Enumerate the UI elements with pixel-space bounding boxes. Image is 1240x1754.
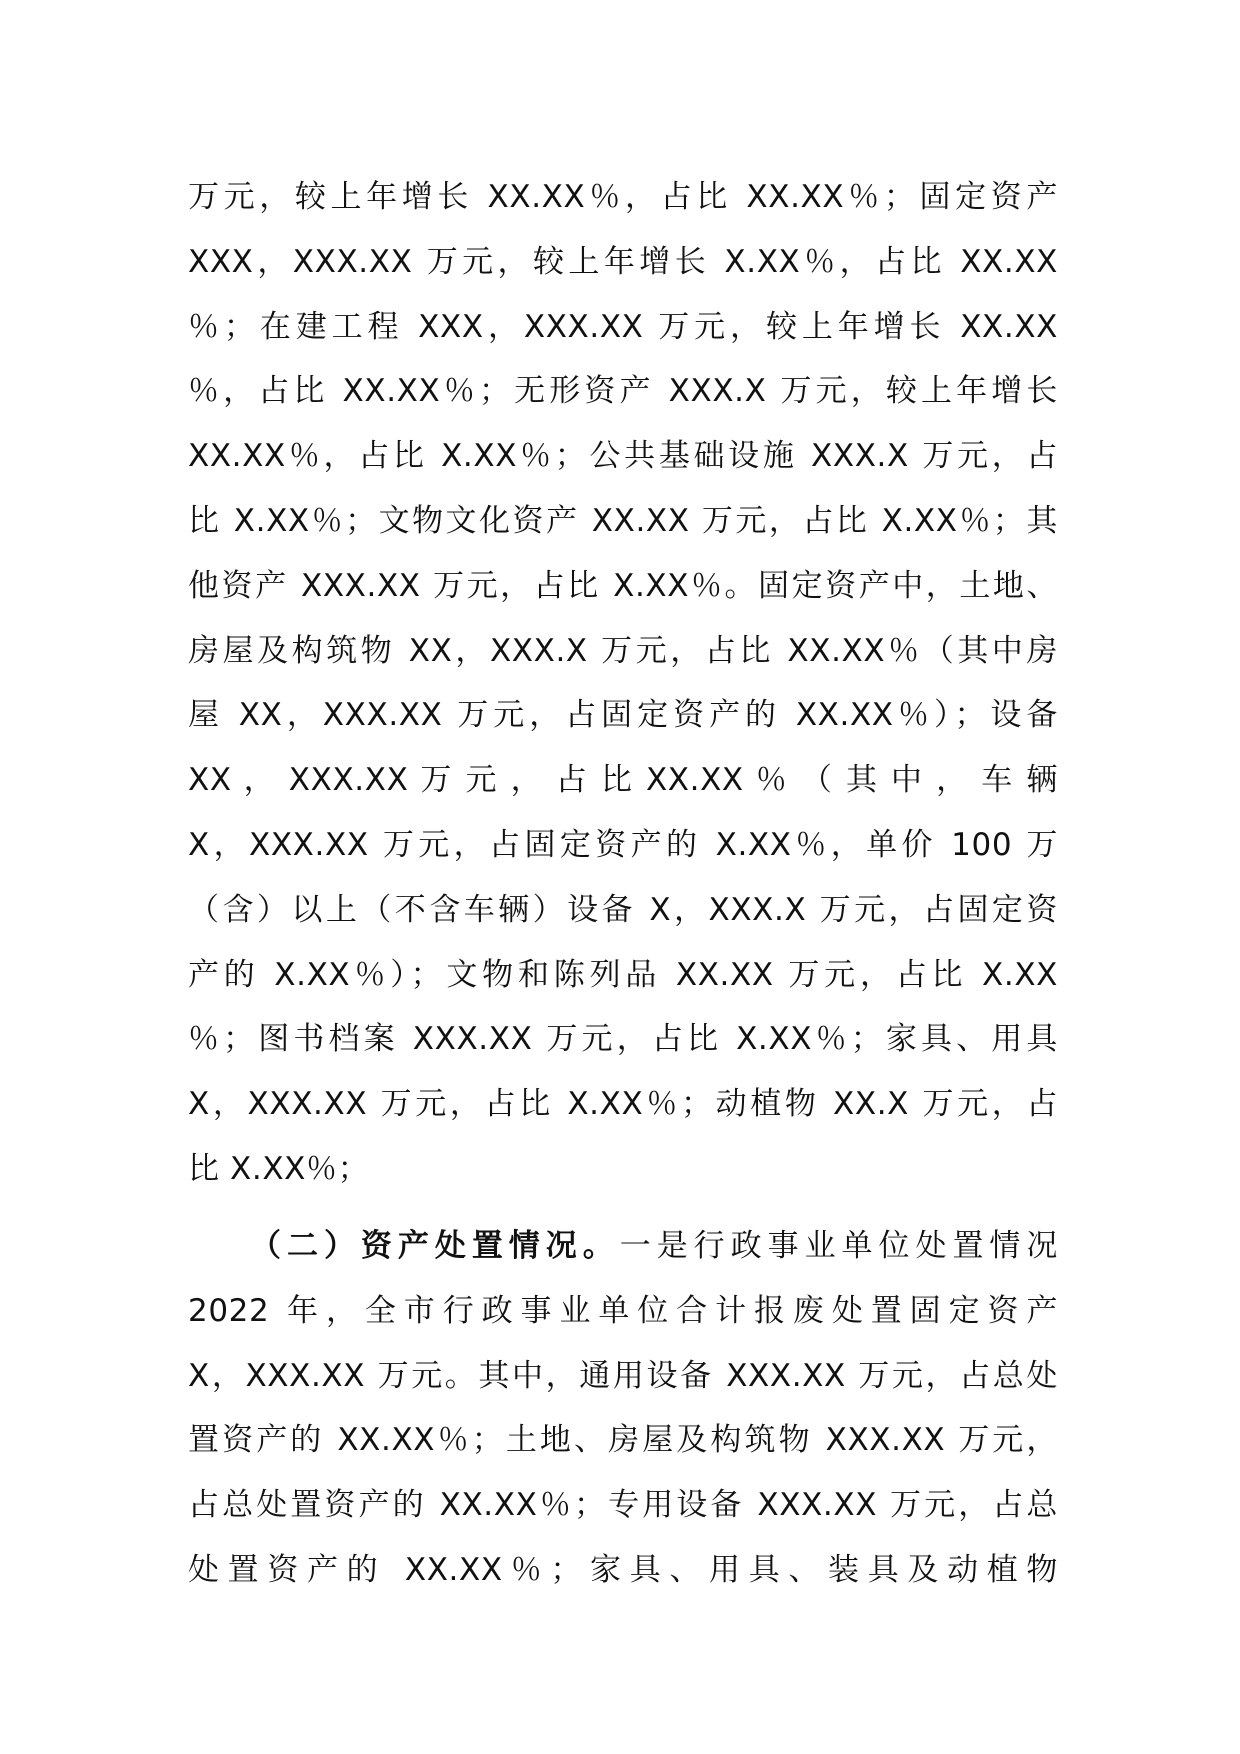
paragraph-line: 屋 XX，XXX.XX 万元，占固定资产的 XX.XX％）；设备 xyxy=(188,697,1058,734)
paragraph-line: 房屋及构筑物 XX，XXX.X 万元，占比 XX.XX％（其中房 xyxy=(188,632,1058,669)
paragraph-line: ％，占比 XX.XX％；无形资产 XXX.X 万元，较上年增长 xyxy=(188,373,1058,410)
paragraph-line: ％；图书档案 XXX.XX 万元，占比 X.XX％；家具、用具 xyxy=(188,1021,1058,1058)
section-heading-continuation: 一是行政事业单位处置情况 xyxy=(619,1228,1059,1264)
paragraph-line: 他资产 XXX.XX 万元，占比 X.XX％。固定资产中，土地、 xyxy=(188,567,1058,604)
paragraph-line: 万元，较上年增长 XX.XX％，占比 XX.XX％；固定资产 xyxy=(188,179,1058,215)
paragraph-line: 比 X.XX％；文物文化资产 XX.XX 万元，占比 X.XX％；其 xyxy=(188,502,1058,539)
paragraph-line: X，XXX.XX 万元，占比 X.XX％；动植物 XX.X 万元，占 xyxy=(188,1086,1058,1123)
paragraph-line: 占总处置资产的 XX.XX％；专用设备 XXX.XX 万元，占总 xyxy=(188,1487,1058,1524)
paragraph-line: XX.XX％，占比 X.XX％；公共基础设施 XXX.X 万元，占 xyxy=(188,438,1058,475)
paragraph-line: X，XXX.XX 万元。其中，通用设备 XXX.XX 万元，占总处 xyxy=(188,1357,1058,1394)
asset-composition-paragraph xyxy=(188,165,1058,1202)
paragraph-line: 产的 X.XX％）；文物和陈列品 XX.XX 万元，占比 X.XX xyxy=(188,956,1058,993)
section-heading-line xyxy=(188,1214,1058,1279)
paragraph-line: 置资产的 XX.XX％；土地、房屋及构筑物 XXX.XX 万元， xyxy=(188,1422,1058,1459)
section-heading: （二）资产处置情况。 xyxy=(250,1228,620,1264)
paragraph-line: X，XXX.XX 万元，占固定资产的 X.XX％，单价 100 万 xyxy=(188,826,1058,863)
asset-disposal-paragraph xyxy=(188,1214,1058,1603)
paragraph-line: ％；在建工程 XXX，XXX.XX 万元，较上年增长 XX.XX xyxy=(188,308,1058,345)
paragraph-line: 处置资产的 XX.XX％；家具、用具、装具及动植物 xyxy=(188,1551,1058,1588)
paragraph-line: 2022 年，全市行政事业单位合计报废处置固定资产 xyxy=(188,1292,1058,1329)
paragraph-line: XX ， XXX.XX 万 元 ， 占 比 XX.XX ％ （ 其 中 ， 车 辆 xyxy=(188,762,1058,799)
paragraph-line: 比 X.XX％； xyxy=(188,1150,370,1187)
paragraph-line: XXX，XXX.XX 万元，较上年增长 X.XX％，占比 XX.XX xyxy=(188,243,1058,280)
paragraph-line: （含）以上（不含车辆）设备 X，XXX.X 万元，占固定资 xyxy=(188,891,1058,928)
